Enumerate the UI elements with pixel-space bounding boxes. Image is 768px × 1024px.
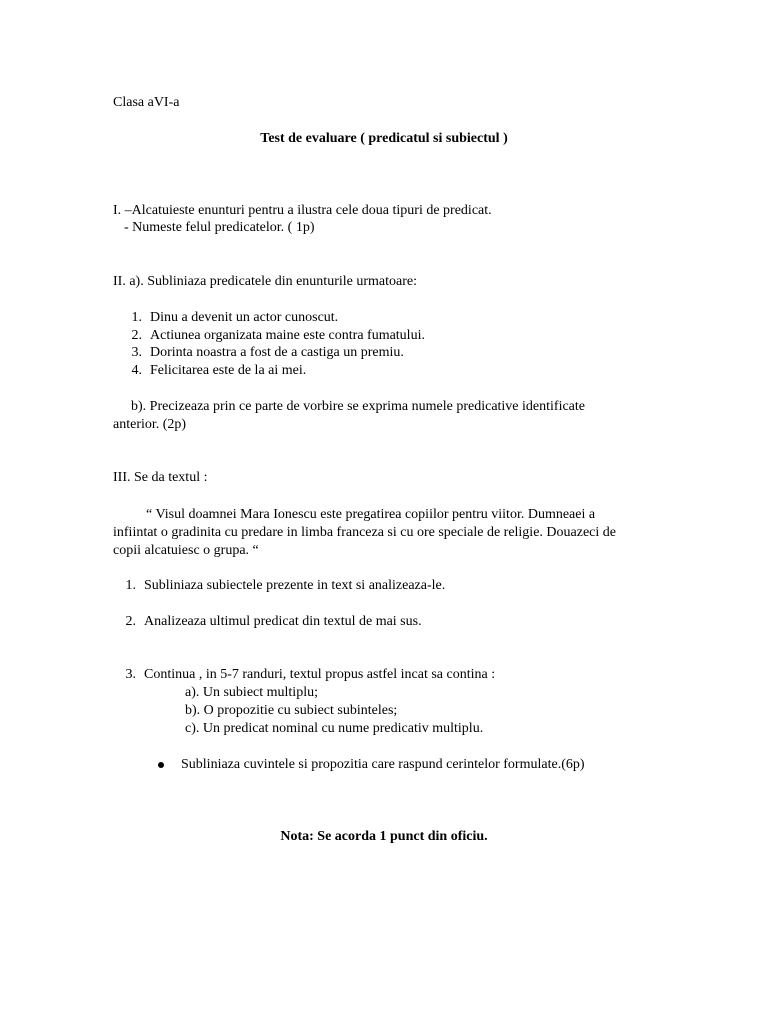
task-text: Analizeaza ultimul predicat din textul de mai sus. [144, 614, 422, 629]
list-item-text: Felicitarea este de la ai mei. [150, 363, 307, 378]
task-text: Subliniaza subiectele prezente in text si analizeaza-le. [144, 578, 446, 593]
task-item [114, 577, 445, 595]
list-item-text: Dorinta noastra a fost de a castiga un premiu. [150, 345, 404, 360]
subitem-a: a). Un subiect multiplu; [185, 685, 318, 700]
task-item [114, 666, 495, 684]
list-item-number: 2. [131, 328, 142, 343]
list-item-text: Dinu a devenit un actor cunoscut. [150, 310, 339, 325]
list-item [120, 327, 425, 345]
section2-b-line2: anterior. (2p) [113, 417, 187, 432]
list-item-number: 3. [131, 345, 142, 360]
list-item [120, 309, 338, 327]
section1-line2: - Numeste felul predicatelor. ( 1p) [124, 220, 315, 235]
task-item [114, 613, 422, 631]
quote-line-2: infiintat o gradinita cu predare in limba franceza si cu ore speciale de religie. Douazeci de [113, 525, 616, 540]
list-item-number: 1. [131, 310, 142, 325]
page-title: Test de evaluare ( predicatul si subiectul ) [260, 131, 508, 146]
section3-heading: III. Se da textul : [113, 470, 208, 485]
section1-line1: I. –Alcatuieste enunturi pentru a ilustra cele doua tipuri de predicat. [113, 203, 492, 218]
task-number: 3. [125, 667, 136, 682]
section2-heading: II. a). Subliniaza predicatele din enunturile urmatoare: [113, 274, 417, 289]
quote-line-1: “ Visul doamnei Mara Ionescu este pregatirea copiilor pentru viitor. Dumneaei a [146, 507, 596, 522]
list-item-number: 4. [131, 363, 142, 378]
bullet-text: Subliniaza cuvintele si propozitia care raspund cerintelor formulate.(6p) [181, 757, 585, 772]
list-item-text: Actiunea organizata maine este contra fumatului. [150, 328, 425, 343]
task-text: Continua , in 5-7 randuri, textul propus astfel incat sa contina : [144, 667, 496, 682]
bullet-icon [158, 762, 164, 768]
subitem-b: b). O propozitie cu subiect subinteles; [185, 703, 398, 718]
quote-line-3: copii alcatuiesc o grupa. “ [113, 543, 259, 558]
task-number: 2. [125, 614, 136, 629]
list-item [120, 362, 306, 380]
subitem-c: c). Un predicat nominal cu nume predicativ multiplu. [185, 721, 484, 736]
class-label: Clasa aVI-a [113, 95, 180, 110]
footer-note: Nota: Se acorda 1 punct din oficiu. [280, 829, 488, 844]
list-item [120, 344, 404, 362]
section2-b-line1: b). Precizeaza prin ce parte de vorbire se exprima numele predicative identificate [131, 399, 585, 414]
task-number: 1. [125, 578, 136, 593]
